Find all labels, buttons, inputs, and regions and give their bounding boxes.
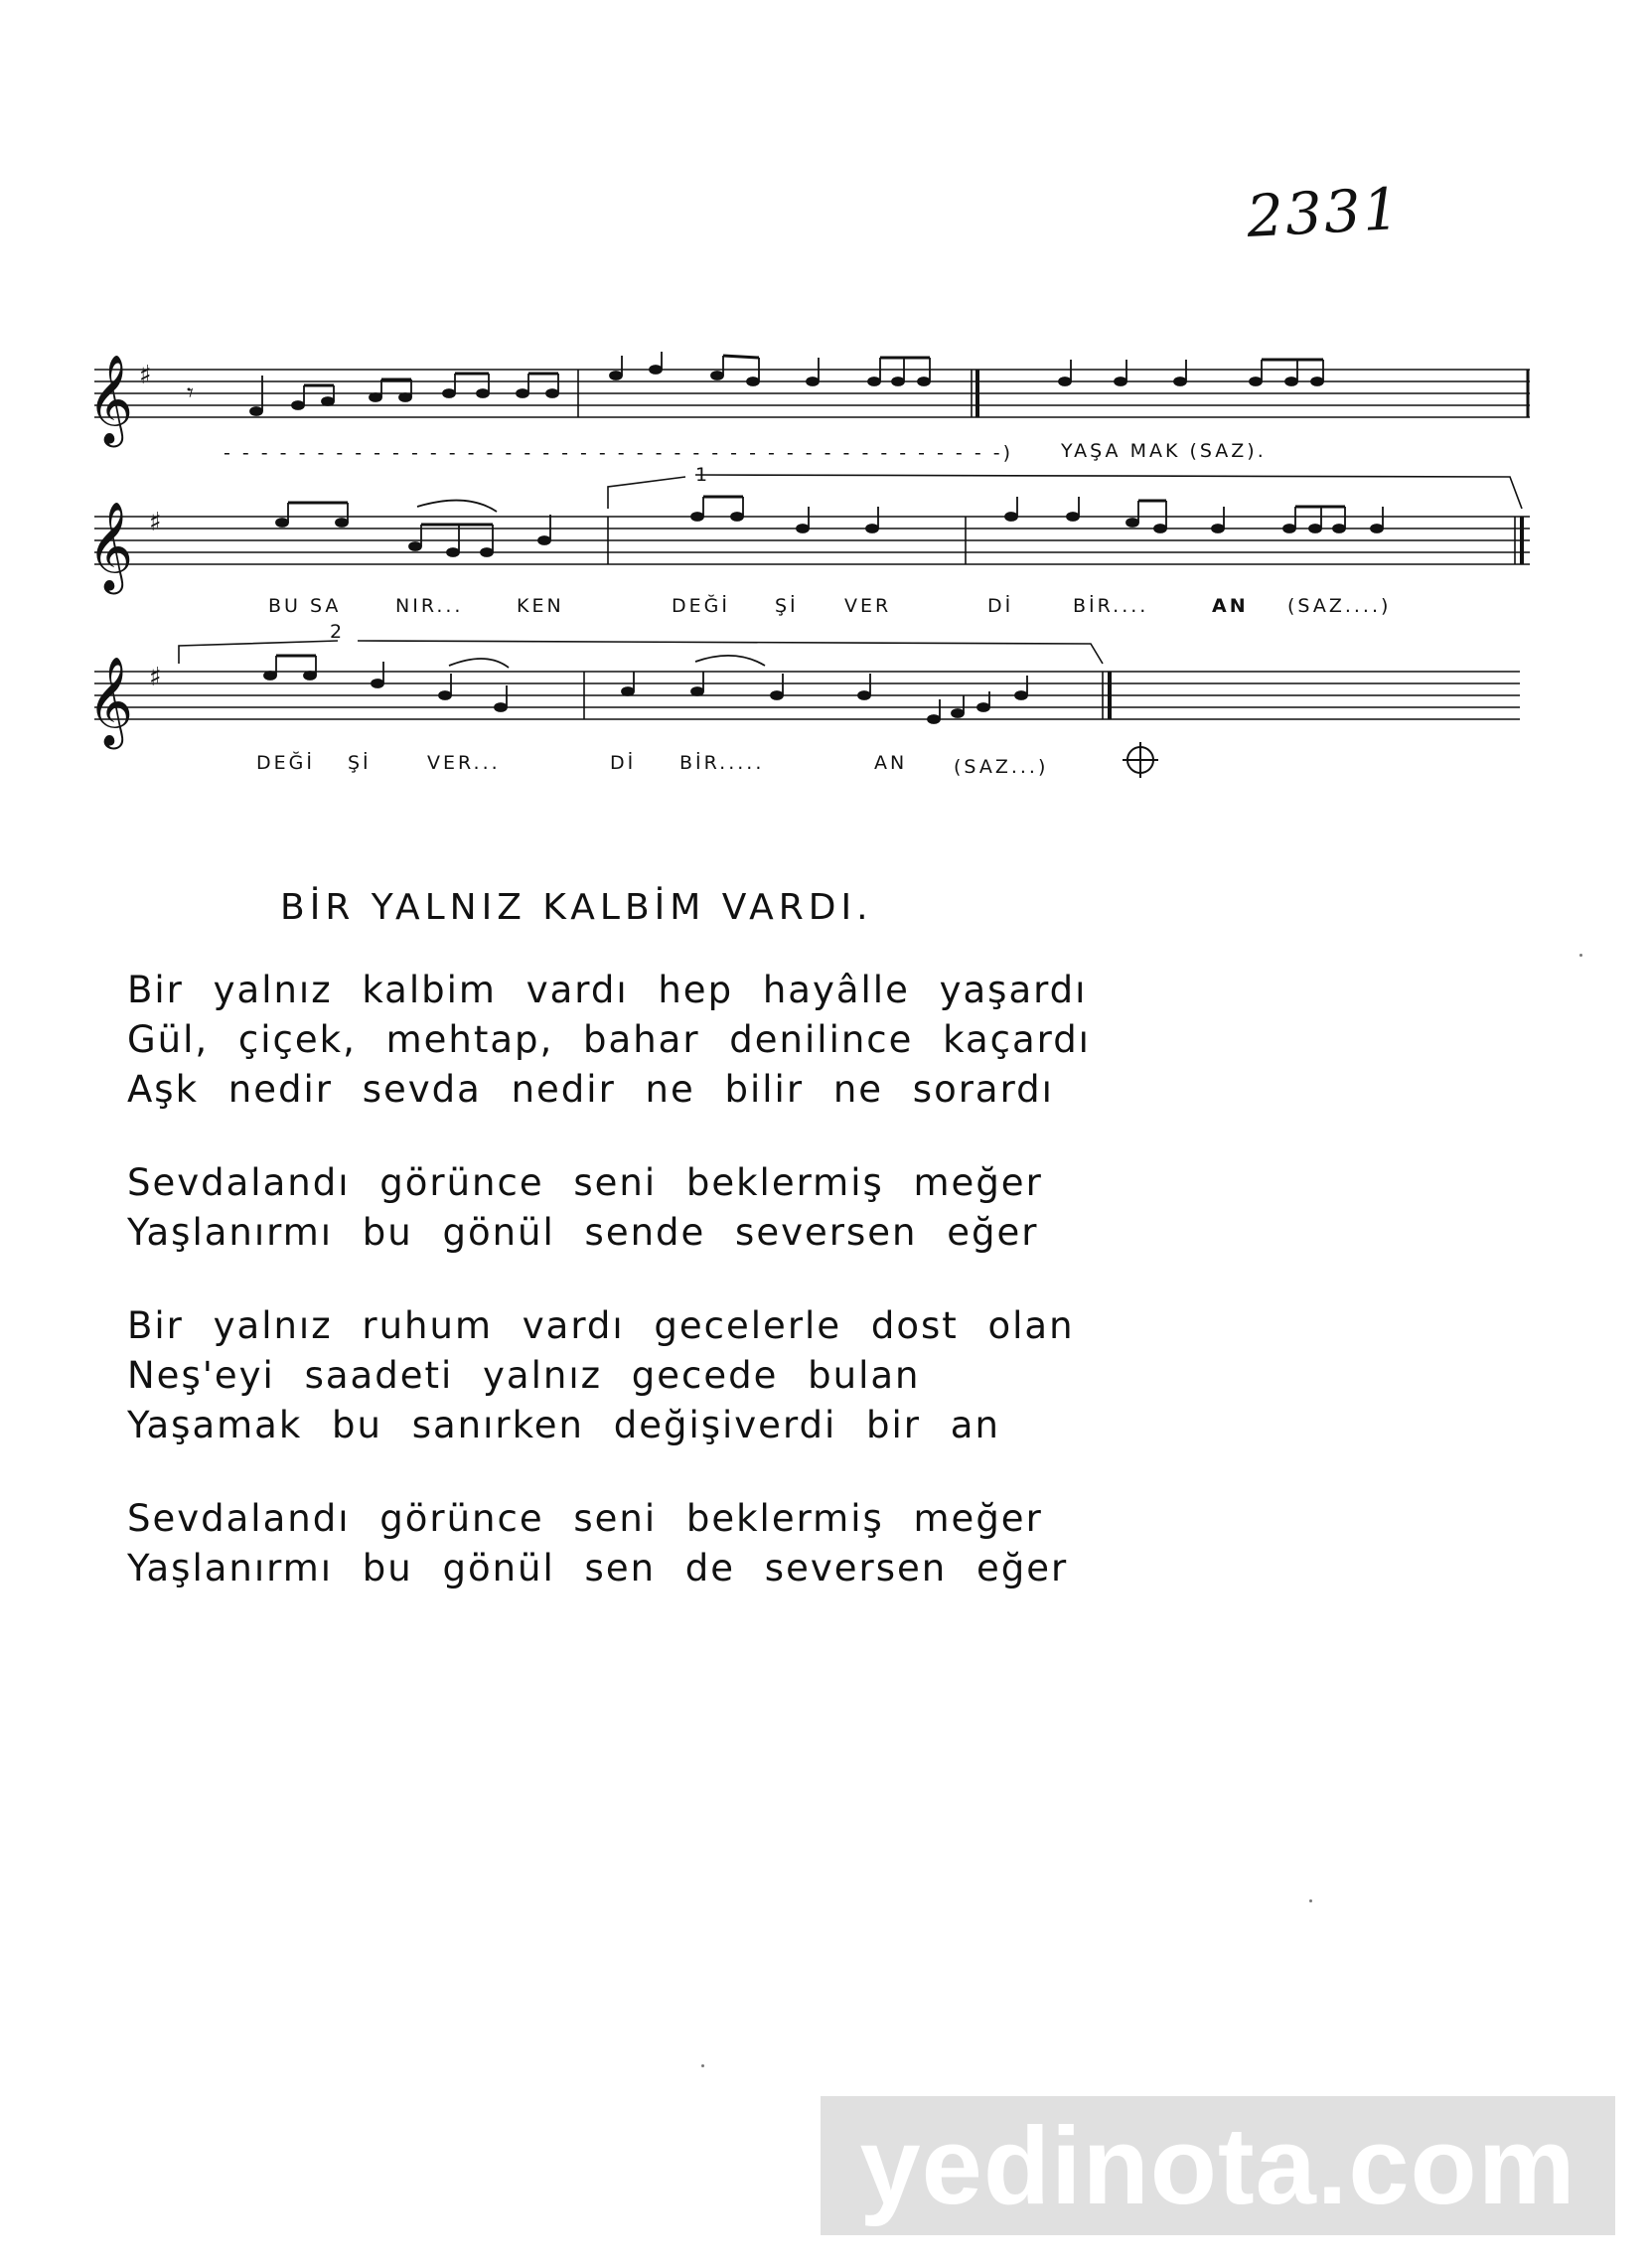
stanza-2 <box>127 1158 1359 1258</box>
staff-1-lyric-a: - - - - - - - - - - - - - - - - - - - - - - - - - - - - - - - - - - - - - - - - - -) <box>224 442 1013 464</box>
volta-2: 2 <box>330 621 346 643</box>
staff-3-syllable: Şİ <box>348 752 372 774</box>
svg-text:♯: ♯ <box>149 663 162 692</box>
staff-2-syllable: KEN <box>517 595 564 617</box>
lyrics <box>127 966 1359 1637</box>
staff-2-syllable: AN <box>1212 595 1249 617</box>
lyric-line: Yaşlanırmı bu gönül sende seversen eğer <box>127 1211 1039 1254</box>
coda-icon <box>1123 742 1158 778</box>
staff-2-syllable: Şİ <box>775 595 799 617</box>
staff-3-syllable: DEĞİ <box>256 752 315 774</box>
page-number: 2331 <box>1245 174 1404 251</box>
treble-clef-icon: 𝄞 <box>87 502 134 591</box>
volta-1: 1 <box>695 464 711 486</box>
treble-clef-icon: 𝄞 <box>87 355 134 444</box>
staff-1-lyric-b: YAŞA MAK (SAZ). <box>1061 440 1267 462</box>
staff-3-syllable: AN <box>874 752 908 774</box>
music-score <box>0 298 1649 815</box>
staff-3-syllable: VER... <box>427 752 501 774</box>
lyric-line: Yaşamak bu sanırken değişiverdi bir an <box>127 1404 1000 1446</box>
stanza-1 <box>127 966 1359 1115</box>
scan-speck <box>701 2064 704 2067</box>
song-title: BİR YALNIZ KALBİM VARDI. <box>280 887 873 928</box>
watermark-text: yedinota.com <box>859 2104 1576 2227</box>
treble-clef-icon: 𝄞 <box>87 657 134 746</box>
lyric-line: Bir yalnız kalbim vardı hep hayâlle yaşardı <box>127 969 1088 1011</box>
lyric-line: Gül, çiçek, mehtap, bahar denilince kaçardı <box>127 1018 1091 1061</box>
scan-speck <box>1579 954 1582 957</box>
lyric-line: Sevdalandı görünce seni beklermiş meğer <box>127 1497 1043 1540</box>
lyric-line: Neş'eyi saadeti yalnız gecede bulan <box>127 1354 921 1397</box>
stanza-4 <box>127 1494 1359 1593</box>
watermark <box>821 2096 1615 2235</box>
staff-2-syllable: DEĞİ <box>672 595 730 617</box>
staff-2 <box>94 475 1530 564</box>
staff-2-syllable: NIR... <box>395 595 464 617</box>
svg-text:♯: ♯ <box>139 361 152 390</box>
staff-2-syllable: (SAZ....) <box>1287 595 1392 617</box>
notes <box>250 352 1383 723</box>
staff-2-syllable: BİR.... <box>1073 595 1149 617</box>
lyric-line: Aşk nedir sevda nedir ne bilir ne sorardı <box>127 1068 1054 1111</box>
lyric-line: Yaşlanırmı bu gönül sen de seversen eğer <box>127 1547 1069 1589</box>
scan-speck <box>1309 1899 1312 1902</box>
staff-2-syllable: BU SA <box>268 595 342 617</box>
lyric-line: Sevdalandı görünce seni beklermiş meğer <box>127 1161 1043 1204</box>
lyric-line: Bir yalnız ruhum vardı gecelerle dost olan <box>127 1304 1075 1347</box>
svg-text:♯: ♯ <box>149 508 162 537</box>
staff-3-syllable: BİR..... <box>679 752 765 774</box>
staff-2-syllable: VER <box>844 595 892 617</box>
stanza-3 <box>127 1301 1359 1450</box>
svg-text:𝄾: 𝄾 <box>187 378 194 408</box>
staff-2-syllable: Dİ <box>987 595 1014 617</box>
staff-3-syllable: Dİ <box>610 752 637 774</box>
staff-3-syllable: (SAZ...) <box>954 756 1049 778</box>
